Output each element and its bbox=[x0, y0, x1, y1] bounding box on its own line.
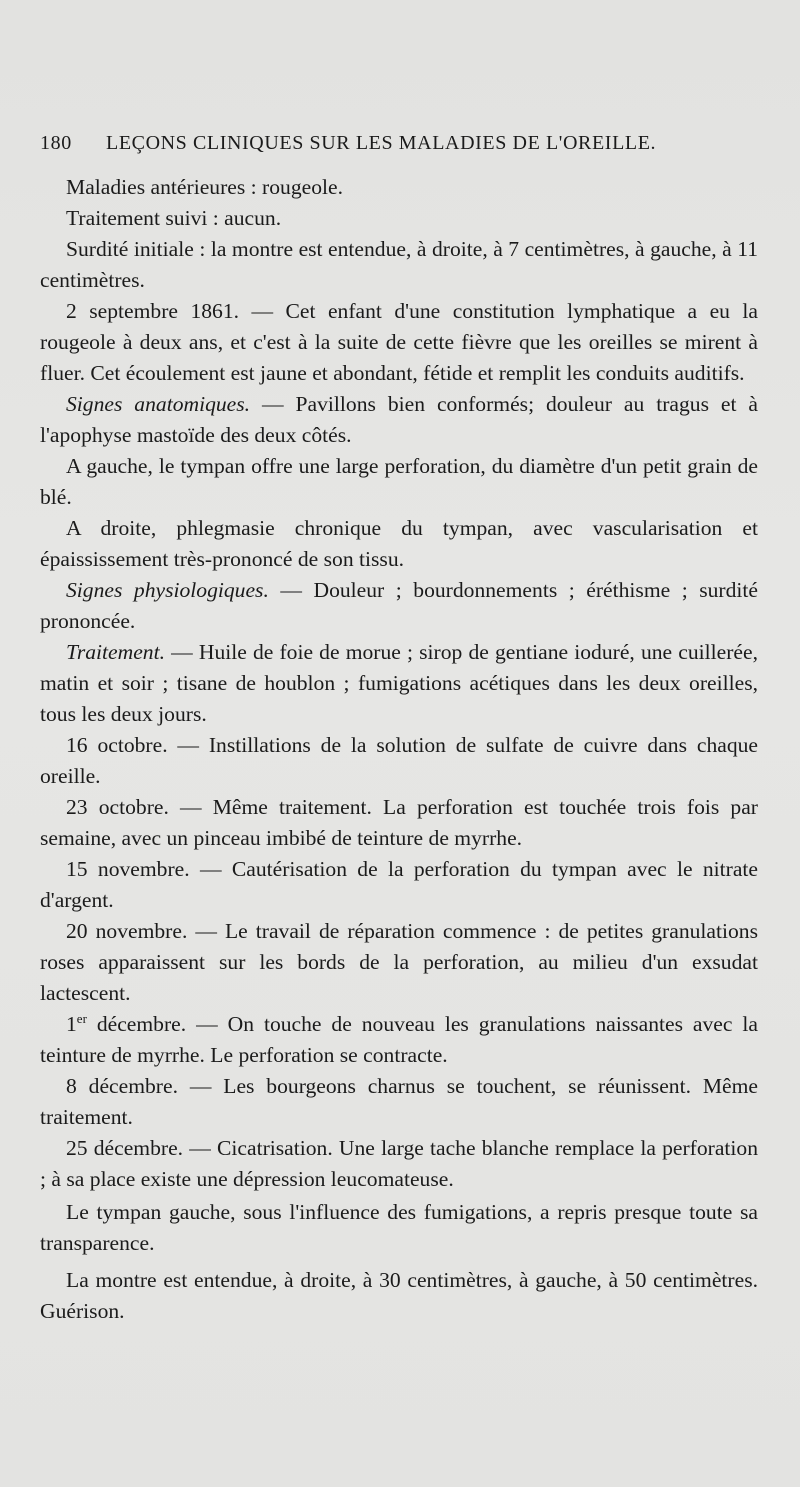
section-label: Traitement. bbox=[66, 640, 165, 664]
paragraph-text: 23 octobre. — Même traitement. La perforation est touchée trois fois par semaine, avec un pinceau imbibé de teinture de myrrhe. bbox=[40, 795, 758, 850]
page-number: 180 bbox=[40, 132, 72, 154]
paragraph bbox=[40, 451, 758, 513]
section-label: Signes physiologiques. bbox=[66, 578, 269, 602]
paragraph-text: — Huile de foie de morue ; sirop de gentiane ioduré, une cuillerée, matin et soir ; tisane de houblon ; fumigations acétiques dans les deux oreilles, tous les deux jours. bbox=[40, 640, 758, 726]
paragraph bbox=[40, 575, 758, 637]
paragraph-text: A gauche, le tympan offre une large perforation, du diamètre d'un petit grain de blé. bbox=[40, 454, 758, 509]
paragraph bbox=[40, 792, 758, 854]
section-label: Signes anatomiques. bbox=[66, 392, 251, 416]
paragraph bbox=[40, 854, 758, 916]
paragraph bbox=[40, 172, 758, 203]
paragraph-text: — Douleur ; bourdonnements ; éréthisme ; surdité prononcée. bbox=[40, 578, 759, 633]
paragraph-text: Maladies antérieures : rougeole. bbox=[66, 175, 344, 199]
running-title: LEÇONS CLINIQUES SUR LES MALADIES DE L'OREILLE. bbox=[106, 132, 657, 154]
paragraph-text: Le tympan gauche, sous l'influence des fumigations, a repris presque toute sa transparence. bbox=[40, 1200, 758, 1255]
paragraph-text: 16 octobre. — Instillations de la solution de sulfate de cuivre dans chaque oreille. bbox=[40, 733, 758, 788]
paragraph bbox=[40, 1265, 758, 1327]
paragraph-text: Traitement suivi : aucun. bbox=[66, 206, 282, 230]
paragraph bbox=[40, 1009, 758, 1071]
paragraph-text: A droite, phlegmasie chronique du tympan, avec vascularisation et épaississement très-prononcé de son tissu. bbox=[40, 516, 758, 571]
paragraph-text: décembre. — On touche de nouveau les granulations naissantes avec la teinture de myrrhe. Le perforation se contracte. bbox=[40, 1012, 758, 1067]
paragraph bbox=[40, 1133, 758, 1195]
body-text bbox=[40, 172, 758, 1327]
paragraph bbox=[40, 916, 758, 1009]
paragraph-text: 2 septembre 1861. — Cet enfant d'une constitution lymphatique a eu la rougeole à deux ans, et c'est à la suite de cette fièvre que les oreilles se mirent à fluer. Cet écoulement est jaune et abondant, fétide et remplit les conduits auditifs. bbox=[40, 299, 758, 385]
paragraph-prefix: 1 bbox=[66, 1012, 77, 1036]
paragraph bbox=[40, 1197, 758, 1259]
paragraph bbox=[40, 637, 758, 730]
paragraph-text: — Pavillons bien conformés; douleur au tragus et à l'apophyse mastoïde des deux côtés. bbox=[40, 392, 758, 447]
running-header bbox=[40, 132, 760, 155]
paragraph bbox=[40, 730, 758, 792]
paragraph-text: La montre est entendue, à droite, à 30 centimètres, à gauche, à 50 centimètres. Guérison. bbox=[40, 1268, 758, 1323]
paragraph-text: Surdité initiale : la montre est entendue, à droite, à 7 centimètres, à gauche, à 11 centimètres. bbox=[40, 237, 758, 292]
paragraph bbox=[40, 203, 758, 234]
paragraph-text: 25 décembre. — Cicatrisation. Une large tache blanche remplace la perforation ; à sa place existe une dépression leucomateuse. bbox=[40, 1136, 758, 1191]
paragraph bbox=[40, 389, 758, 451]
paragraph bbox=[40, 296, 758, 389]
paragraph-text: 20 novembre. — Le travail de réparation commence : de petites granulations roses apparaissent sur les bords de la perforation, au milieu d'un exsudat lactescent. bbox=[40, 919, 758, 1005]
paragraph-text: 15 novembre. — Cautérisation de la perforation du tympan avec le nitrate d'argent. bbox=[40, 857, 758, 912]
paragraph-text: 8 décembre. — Les bourgeons charnus se touchent, se réunissent. Même traitement. bbox=[40, 1074, 758, 1129]
paragraph bbox=[40, 1071, 758, 1133]
paragraph bbox=[40, 513, 758, 575]
paragraph bbox=[40, 234, 758, 296]
ordinal-superscript: er bbox=[76, 1010, 87, 1026]
